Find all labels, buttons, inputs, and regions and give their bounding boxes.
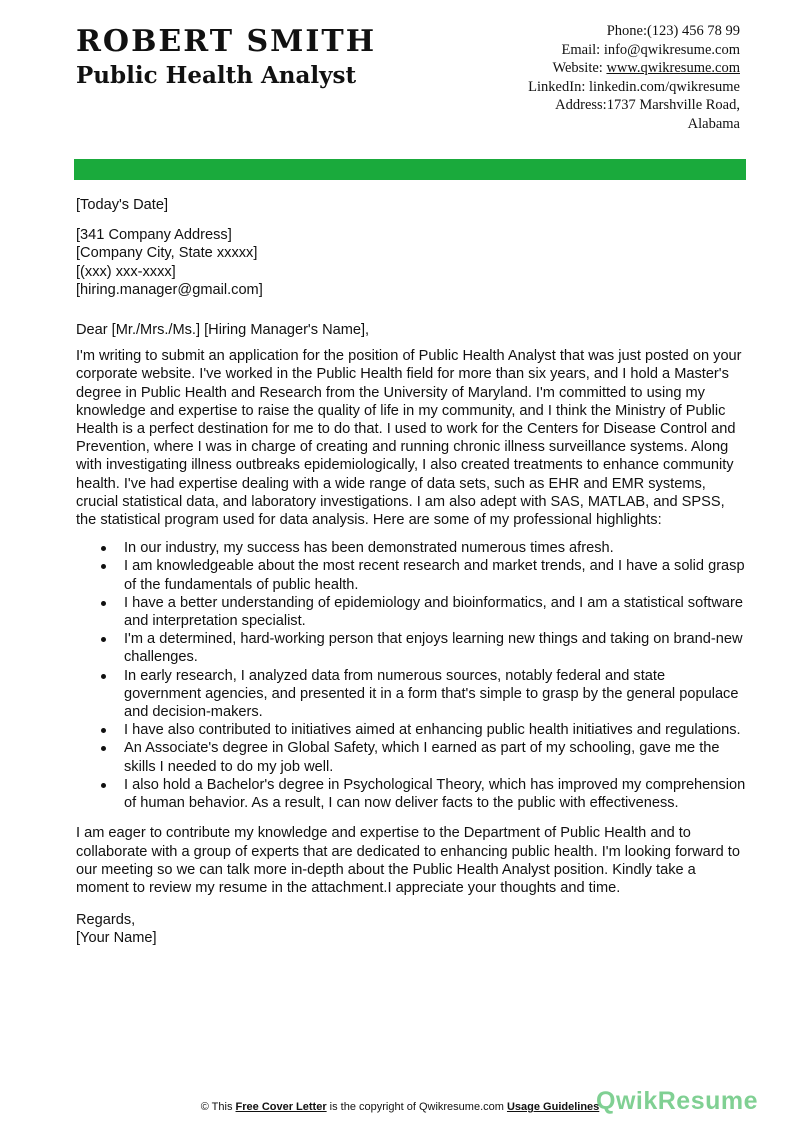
- contact-phone: Phone:(123) 456 78 99: [606, 23, 740, 39]
- website-label: Website:: [552, 60, 607, 76]
- bullet-icon: [101, 601, 106, 606]
- contact-linkedin: LinkedIn: linkedin.com/qwikresume: [528, 78, 740, 95]
- bullet-icon: [101, 783, 106, 788]
- contact-address-line2: Alabama: [687, 115, 740, 132]
- signoff: Regards,: [76, 912, 136, 929]
- salutation: Dear [Mr./Mrs./Ms.] [Hiring Manager's Name],: [76, 322, 370, 339]
- contact-email: Email: info@qwikresume.com: [561, 41, 740, 58]
- highlight-item: I have a better understanding of epidemiology and bioinformatics, and I am a statistical software and interpretation specialist.: [76, 594, 746, 630]
- highlight-item: An Associate's degree in Global Safety, which I earned as part of my schooling, gave me the skills I needed to do my job well.: [76, 739, 746, 775]
- recipient-line: [(xxx) xxx-xxxx]: [76, 263, 176, 280]
- bullet-icon: [101, 546, 106, 551]
- job-title: Public Health Analyst: [76, 62, 357, 89]
- highlight-item: I also hold a Bachelor's degree in Psychological Theory, which has improved my comprehension of human behavior. As a result, I can now deliver facts to the public with effectiveness.: [76, 776, 746, 812]
- highlight-item: In early research, I analyzed data from numerous sources, notably federal and state government agencies, and presented it in a form that's simple to grasp by the general populace and decision-makers.: [76, 667, 746, 722]
- contact-address: Address:1737 Marshville Road,: [555, 97, 740, 113]
- candidate-name: ROBERT SMITH: [76, 24, 377, 59]
- highlights-list: [76, 539, 746, 812]
- usage-guidelines-link[interactable]: Usage Guidelines: [506, 1101, 600, 1113]
- highlight-item: I have also contributed to initiatives aimed at enhancing public health initiatives and regulations.: [76, 721, 746, 739]
- recipient-line: [Company City, State xxxxx]: [76, 245, 258, 262]
- recipient-line: [hiring.manager@gmail.com]: [76, 281, 263, 298]
- letter-date: [Today's Date]: [76, 197, 169, 213]
- highlight-item: In our industry, my success has been demonstrated numerous times afresh.: [76, 539, 746, 557]
- letter-body: [76, 196, 746, 948]
- recipient-line: [341 Company Address]: [76, 227, 232, 244]
- qwikresume-logo-watermark: QwikResume: [596, 1087, 759, 1115]
- recipient-block: [76, 226, 746, 299]
- bullet-icon: [101, 746, 106, 751]
- highlight-item: I am knowledgeable about the most recent research and market trends, and I have a solid grasp of the fundamentals of public health.: [76, 557, 746, 593]
- copyright-footer: © This Free Cover Letter is the copyright of Qwikresume.com Usage Guidelines: [200, 1101, 600, 1113]
- contact-website: [450, 59, 740, 78]
- bullet-icon: [101, 674, 106, 679]
- bullet-icon: [101, 564, 106, 569]
- bullet-icon: [101, 637, 106, 642]
- highlight-item: I'm a determined, hard-working person that enjoys learning new things and taking on brand-new challenges.: [76, 630, 746, 666]
- closing-paragraph: I am eager to contribute my knowledge and expertise to the Department of Public Health and to collaborate with a group of experts that are dedicated to enhancing public health. I'm looking forward to our meeting so we can talk more in-depth about the Public Health Analyst position. Kindly take a moment to review my resume in the attachment.I appreciate your thoughts and time.: [76, 825, 740, 896]
- free-cover-letter-link[interactable]: Free Cover Letter: [235, 1101, 327, 1113]
- signature: [Your Name]: [76, 930, 157, 947]
- website-link[interactable]: www.qwikresume.com: [606, 60, 740, 76]
- intro-paragraph: I'm writing to submit an application for the position of Public Health Analyst that was just posted on your corporate website. I've worked in the Public Health field for more than six years, and I hold a Master's degree in Public Health and Research from the University of Maryland. I'm committed to using my knowledge and expertise to raise the quality of life in my community, and I think the Ministry of Public Health is a perfect destination for me to do that. I used to work for the Centers for Disease Control and Prevention, where I was in charge of creating and running chronic illness surveillance systems. Along with investigating illness outbreaks epidemiologically, I also created treatments to enhance community health. I've had expertise dealing with a wide range of data sets, such as EHR and EMR systems, crucial statistical data, and laboratory investigations. I am also adept with SAS, MATLAB, and SPSS, the statistical program used for data analysis. Here are some of my professional highlights:: [76, 348, 742, 529]
- accent-divider: [74, 159, 746, 180]
- contact-block: [450, 22, 740, 133]
- bullet-icon: [101, 728, 106, 733]
